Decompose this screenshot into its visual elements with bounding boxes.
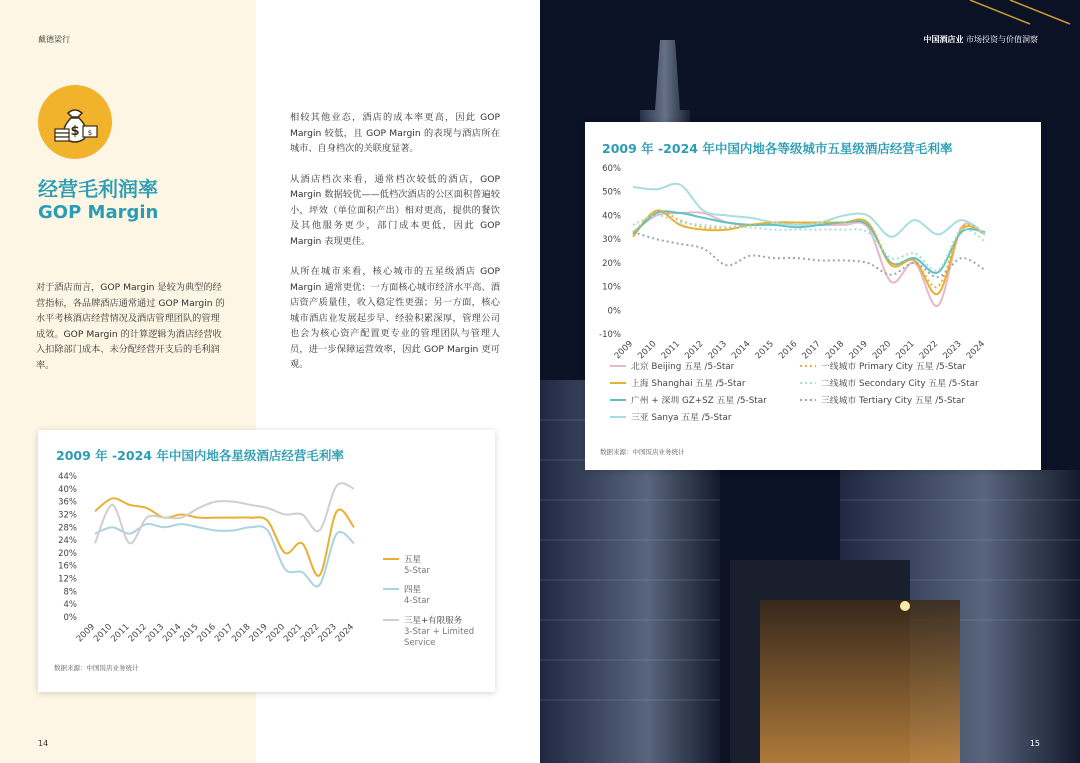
x-tick-label: 2010 xyxy=(636,339,659,362)
legend-label-en: 3-Star + Limited xyxy=(404,627,475,637)
x-tick-label: 2017 xyxy=(212,622,236,645)
x-tick-label: 2015 xyxy=(753,339,776,362)
intro-paragraph: 对于酒店而言，GOP Margin 是较为典型的经营指标，各品牌酒店通常通过 GOP Margin 的水平考核酒店经营情况及酒店管理团队的管理成效。GOP Margin 的计算逻辑为酒店经营收入扣除部门成本、未分配经营开支后的毛利润率。 xyxy=(36,282,225,371)
x-tick-label: 2020 xyxy=(870,339,894,362)
series-line xyxy=(633,211,985,273)
legend-label-en: 4-Star xyxy=(404,596,430,606)
body-paragraph: 从酒店档次来看，通常档次较低的酒店，GOP Margin 数据较优——低档次酒店的公区面积普遍较小，坪效（单位面积产出）相对更高，提供的餐饮及其他服务更少，部门成本更低，因此 GOP Margin 表现更佳。 xyxy=(290,173,500,247)
y-tick-label: 20% xyxy=(58,548,77,559)
legend-label: 一线城市 Primary City 五星 /5-Star xyxy=(821,362,966,372)
x-tick-label: 2014 xyxy=(161,622,184,645)
legend-label: 广州 + 深圳 GZ+SZ 五星 /5-Star xyxy=(631,396,767,406)
chart-city-tier xyxy=(585,158,1041,448)
body-column xyxy=(290,110,500,388)
legend-label: 三线城市 Tertiary City 五星 /5-Star xyxy=(821,396,965,406)
legend-label: 五星 xyxy=(404,555,422,565)
legend-label: 三亚 Sanya 五星 /5-Star xyxy=(631,413,732,423)
x-tick-label: 2024 xyxy=(964,339,988,362)
chart-source: 数据来源：中国饭店业务统计 xyxy=(600,448,685,456)
y-tick-label: 28% xyxy=(58,523,77,534)
chart-card-city-tier xyxy=(585,122,1041,470)
x-tick-label: 2018 xyxy=(823,339,847,362)
x-tick-label: 2023 xyxy=(316,622,339,645)
y-tick-label: 40% xyxy=(58,484,77,495)
header-title-text: 市场投资与价值洞察 xyxy=(966,35,1038,44)
x-tick-label: 2012 xyxy=(683,339,706,362)
y-tick-label: 20% xyxy=(602,258,621,269)
y-tick-label: 50% xyxy=(602,187,621,198)
chart-star-level xyxy=(38,460,495,685)
legend-label: 上海 Shanghai 五星 /5-Star xyxy=(631,379,746,389)
chart-title: 2009 年 -2024 年中国内地各星级酒店经营毛利率 xyxy=(56,448,344,463)
chart-card-star-level xyxy=(38,430,495,692)
x-tick-label: 2020 xyxy=(264,622,288,645)
y-tick-label: 36% xyxy=(58,497,77,508)
y-tick-label: 0% xyxy=(63,613,77,623)
legend-label: 三星+有限服务 xyxy=(404,616,463,626)
x-tick-label: 2010 xyxy=(92,622,115,645)
x-tick-label: 2024 xyxy=(333,622,357,645)
chart-source: 数据来源：中国饭店业务统计 xyxy=(54,664,139,672)
x-tick-label: 2023 xyxy=(941,339,964,362)
y-tick-label: 44% xyxy=(58,472,77,482)
y-tick-label: 30% xyxy=(602,235,621,246)
x-tick-label: 2019 xyxy=(847,339,870,362)
body-paragraph: 相较其他业态，酒店的成本率更高，因此 GOP Margin 较低，且 GOP Margin 的表现与酒店所在城市、自身档次的关联度显著。 xyxy=(290,112,500,154)
y-tick-label: 16% xyxy=(58,561,77,572)
svg-text:$: $ xyxy=(70,124,80,139)
y-tick-label: 32% xyxy=(58,510,77,521)
x-tick-label: 2009 xyxy=(612,339,636,362)
x-tick-label: 2018 xyxy=(230,622,253,645)
x-tick-label: 2012 xyxy=(126,622,149,645)
x-tick-label: 2015 xyxy=(178,622,201,645)
legend-label: 北京 Beijing 五星 /5-Star xyxy=(631,362,735,372)
x-tick-label: 2013 xyxy=(706,339,729,362)
page-number-right: 15 xyxy=(1029,739,1040,748)
x-tick-label: 2021 xyxy=(894,339,917,362)
chart-title: 2009 年 -2024 年中国内地各等级城市五星级酒店经营毛利率 xyxy=(602,141,953,156)
x-tick-label: 2013 xyxy=(143,622,167,645)
y-tick-label: 24% xyxy=(58,536,77,547)
x-tick-label: 2014 xyxy=(730,339,753,362)
header-title-bold: 中国酒店业 xyxy=(923,35,964,44)
y-tick-label: -10% xyxy=(599,330,621,340)
body-paragraph: 从所在城市来看，核心城市的五星级酒店 GOP Margin 通常更优：一方面核心城市经济水平高、酒店资产质量佳，收入稳定性更强；另一方面，核心城市酒店业发展起步早、经验积累深厚，管理公司也会为核心资产配置更专业的管理团队与管理人员，进一步保障运营效率，因此 GOP Margin 更可观。 xyxy=(290,266,500,370)
section-title-en: GOP Margin xyxy=(38,202,159,223)
svg-text:$: $ xyxy=(87,129,93,137)
y-tick-label: 8% xyxy=(63,587,77,598)
page-number-left: 14 xyxy=(38,739,49,748)
section-title-zh: 经营毛利润率 xyxy=(38,177,158,201)
x-tick-label: 2017 xyxy=(800,339,823,362)
x-tick-label: 2021 xyxy=(281,622,305,645)
x-tick-label: 2009 xyxy=(74,622,98,645)
series-line xyxy=(95,483,354,543)
series-line xyxy=(633,232,985,277)
x-tick-label: 2011 xyxy=(109,622,132,645)
y-tick-label: 60% xyxy=(602,164,621,174)
x-tick-label: 2016 xyxy=(195,622,218,645)
x-tick-label: 2011 xyxy=(659,339,683,362)
x-tick-label: 2022 xyxy=(299,622,322,645)
y-tick-label: 0% xyxy=(607,306,621,317)
legend-label: 四星 xyxy=(404,585,422,595)
y-tick-label: 10% xyxy=(602,282,621,293)
brand-label: 戴德梁行 xyxy=(38,35,70,44)
money-bag-coins-icon xyxy=(38,85,112,159)
series-line xyxy=(633,184,985,237)
y-tick-label: 4% xyxy=(63,600,77,611)
legend-label-en: Service xyxy=(404,638,436,648)
series-line xyxy=(95,524,354,587)
right-header xyxy=(923,34,1038,45)
series-line xyxy=(95,498,354,576)
x-tick-label: 2022 xyxy=(917,339,941,362)
legend-label-en: 5-Star xyxy=(404,566,430,576)
x-tick-label: 2019 xyxy=(247,622,270,645)
y-tick-label: 40% xyxy=(602,211,621,222)
section-title xyxy=(38,176,158,224)
x-tick-label: 2016 xyxy=(777,339,800,362)
y-tick-label: 12% xyxy=(58,574,77,585)
legend-label: 二线城市 Secondary City 五星 /5-Star xyxy=(821,379,979,389)
